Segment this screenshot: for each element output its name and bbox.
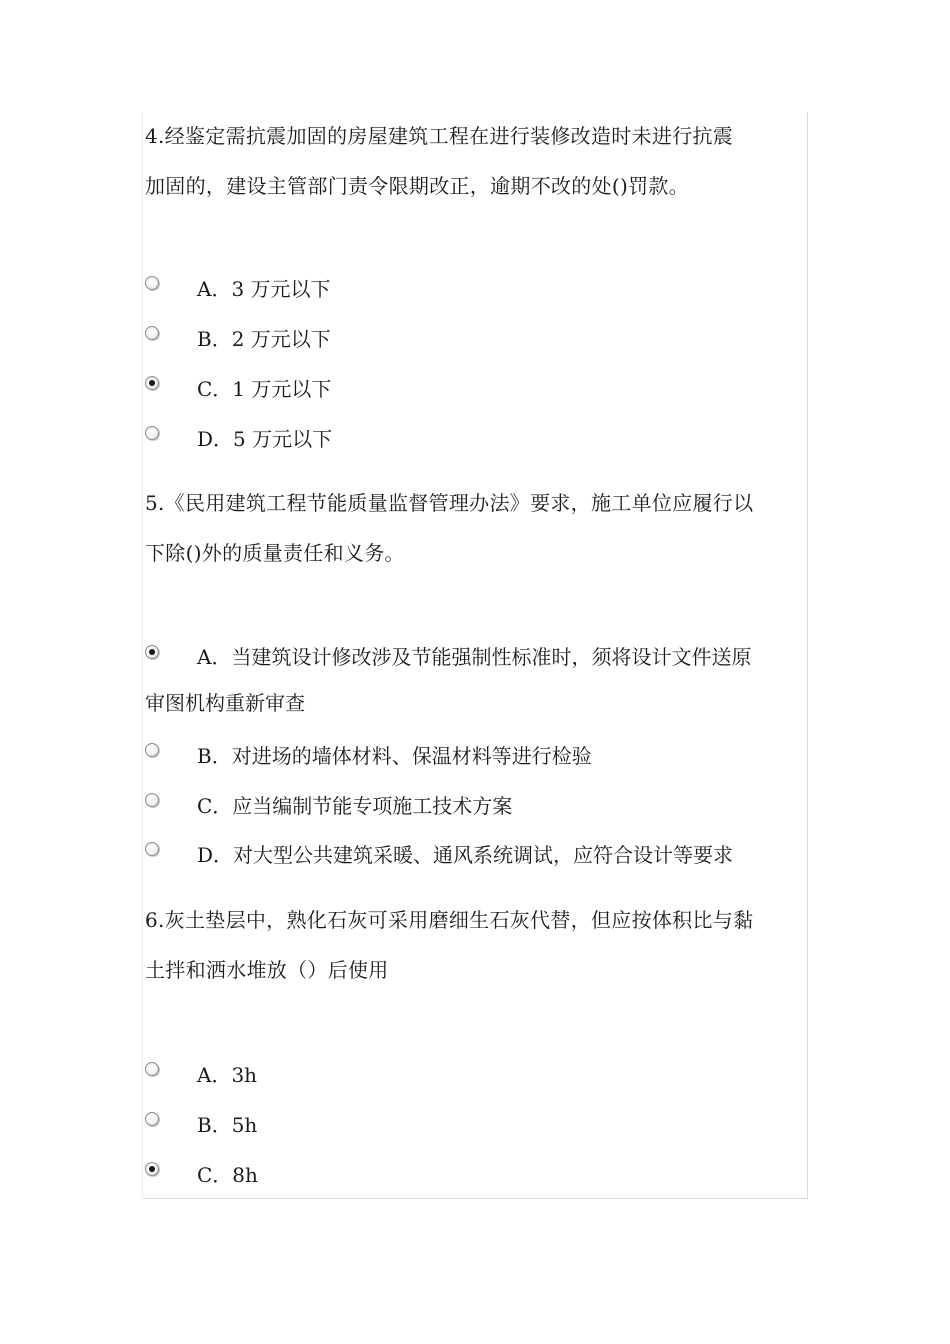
question-text-line: 5.《民用建筑工程节能质量监督管理办法》要求，施工单位应履行以 xyxy=(145,491,754,515)
q4-option-a[interactable] xyxy=(145,274,810,304)
question-text-line: 4.经鉴定需抗震加固的房屋建筑工程在进行装修改造时未进行抗震 xyxy=(145,124,734,148)
question-6 xyxy=(145,895,810,995)
option-label: C．1 万元以下 xyxy=(197,377,332,401)
q5-option-c[interactable] xyxy=(145,791,810,821)
q6-option-c[interactable] xyxy=(145,1160,810,1190)
radio-button[interactable] xyxy=(145,842,159,856)
radio-button-checked[interactable] xyxy=(145,645,159,659)
q6-option-b[interactable] xyxy=(145,1110,810,1140)
question-text-line: 土拌和洒水堆放（）后使用 xyxy=(145,958,389,982)
radio-button[interactable] xyxy=(145,793,159,807)
option-label: C．8h xyxy=(197,1163,258,1187)
radio-button-checked[interactable] xyxy=(145,1162,159,1176)
radio-button[interactable] xyxy=(145,276,159,290)
option-label: B．5h xyxy=(197,1113,258,1137)
question-4 xyxy=(145,111,810,211)
q5-option-b[interactable] xyxy=(145,741,810,771)
q4-option-b[interactable] xyxy=(145,324,810,354)
question-text-line: 加固的，建设主管部门责令限期改正，逾期不改的处()罚款。 xyxy=(145,174,690,198)
q4-option-c[interactable] xyxy=(145,374,810,404)
option-label: A．3 万元以下 xyxy=(197,277,331,301)
radio-button[interactable] xyxy=(145,426,159,440)
question-text-line: 6.灰土垫层中，熟化石灰可采用磨细生石灰代替，但应按体积比与黏 xyxy=(145,908,754,932)
option-label: D．对大型公共建筑采暖、通风系统调试，应符合设计等要求 xyxy=(197,843,734,867)
q5-option-a[interactable] xyxy=(145,634,810,726)
question-text-line: 下除()外的质量责任和义务。 xyxy=(145,541,405,565)
option-label: B．对进场的墙体材料、保温材料等进行检验 xyxy=(197,744,592,768)
radio-button[interactable] xyxy=(145,743,159,757)
radio-button[interactable] xyxy=(145,326,159,340)
option-label: D．5 万元以下 xyxy=(197,427,333,451)
radio-button[interactable] xyxy=(145,1062,159,1076)
option-label: A．当建筑设计修改涉及节能强制性标准时，须将设计文件送原 xyxy=(197,645,752,669)
q5-option-d[interactable] xyxy=(145,840,810,870)
option-label: C．应当编制节能专项施工技术方案 xyxy=(197,794,513,818)
q4-option-d[interactable] xyxy=(145,424,810,454)
radio-button-checked[interactable] xyxy=(145,376,159,390)
q6-option-a[interactable] xyxy=(145,1060,810,1090)
radio-button[interactable] xyxy=(145,1112,159,1126)
option-label: A．3h xyxy=(197,1063,258,1087)
question-5 xyxy=(145,478,810,578)
option-label-continued: 审图机构重新审查 xyxy=(145,691,305,715)
option-label: B．2 万元以下 xyxy=(197,327,331,351)
